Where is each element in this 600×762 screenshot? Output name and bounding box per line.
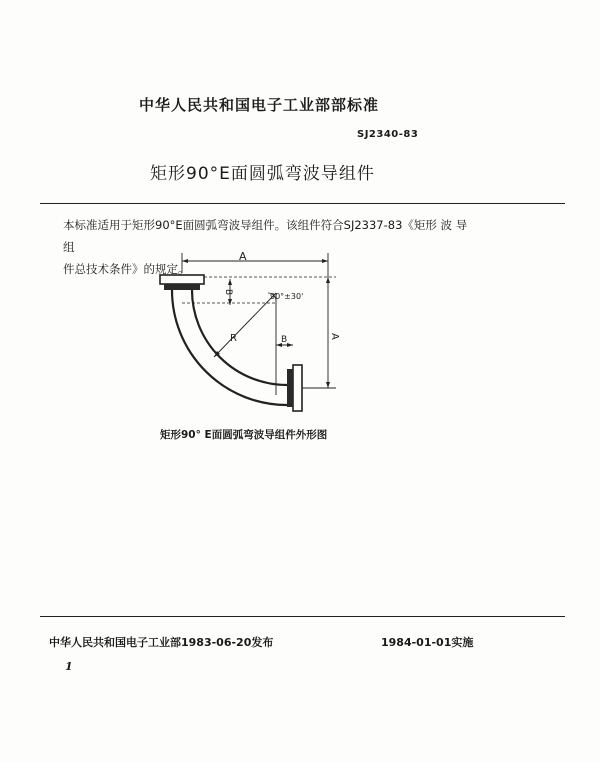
effective-date: 1984-01-01实施 <box>381 636 474 649</box>
side-flange <box>293 365 302 411</box>
document-title: 矩形90°E面圆弧弯波导组件 <box>150 164 375 184</box>
figure-caption: 矩形90° E面圆弧弯波导组件外形图 <box>160 429 328 441</box>
top-divider <box>40 203 565 204</box>
radius-label: R <box>230 333 237 344</box>
side-flange-base <box>287 369 293 407</box>
page-number: 1 <box>65 660 73 673</box>
bottom-divider <box>40 616 565 617</box>
dimension-b-side-label: B <box>281 335 288 345</box>
dimension-a-side-label: A <box>329 333 340 340</box>
scope-paragraph-line-2: 件总技术条件》的规定。 <box>63 262 190 276</box>
waveguide-bend-drawing <box>148 245 348 425</box>
scope-paragraph-line-1: 本标准适用于矩形90°E面圆弧弯波导组件。该组件符合SJ2337-83《矩形 波 导 组 <box>63 218 468 254</box>
dimension-a-top-label: A <box>239 250 247 263</box>
dimension-b-top-label: B <box>223 289 233 296</box>
waveguide-outer-wall <box>172 290 287 405</box>
top-flange <box>160 275 204 284</box>
standard-number: SJ2340-83 <box>357 129 419 140</box>
standard-header: 中华人民共和国电子工业部部标准 <box>139 96 380 114</box>
radius-line <box>214 293 276 357</box>
angle-label: 90°±30' <box>270 292 304 301</box>
top-flange-base <box>164 284 200 290</box>
issue-statement: 中华人民共和国电子工业部1983-06-20发布 <box>49 636 274 649</box>
